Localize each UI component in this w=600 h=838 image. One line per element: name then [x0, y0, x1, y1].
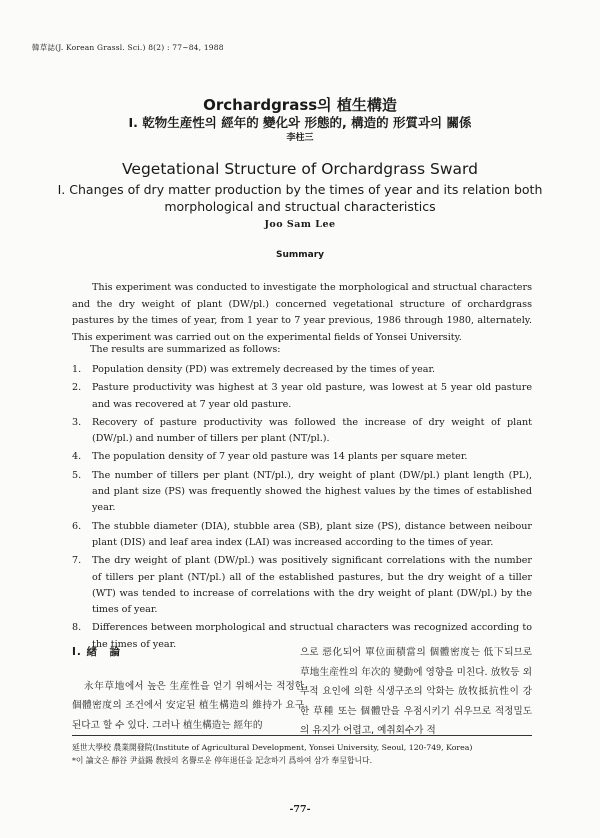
english-subtitle [0, 181, 600, 215]
intro-right-column [300, 643, 532, 741]
result-item: 5. The number of tillers per plant (NT/pl.), dry weight of plant (DW/pl.) plant length (PL), and plant size (PS) was frequently showed the highest values by the times of established year. [72, 469, 532, 514]
intro-right-text: 으로 惡化되어 單位面積當의 個體密度는 低下되므로 草地生産性의 年次的 變動에 영향을 미친다. 放牧등 외부적 요인에 의한 식생구조의 악화는 放牧抵抗性이 강한 草種 또는 個體만을 우점시키기 쉬우므로 적정밀도의 유지가 어렵고, 예취회수가 적 [300, 647, 532, 736]
summary-paragraph: This experiment was conducted to investigate the morphological and structual characters and the dry weight of plant (DW/pl.) concerned vegetational structure of orchardgrass pastures by the times of year, from 1 year to 7 year previous, 1986 through 1980, alternately. This experiment was carried out on the experimental fields of Yonsei University. [72, 282, 532, 343]
english-subtitle-line2: morphological and structual characteristics [164, 199, 436, 214]
intro-left-text: 永年草地에서 높은 生産性을 얻기 위해서는 적정한 個體密度의 조건에서 安定된 植生構造의 維持가 요구된다고 할 수 있다. 그러나 植生構造는 經年的 [72, 680, 304, 731]
footnote-rule [72, 735, 532, 736]
korean-subtitle: Ⅰ. 乾物生産性의 經年的 變化와 形態的, 構造的 形質과의 關係 [128, 115, 472, 130]
affiliation-footnote: 延世大學校 農業開發院(Institute of Agricultural Development, Yonsei University, Seoul, 120-749, Korea) [72, 743, 473, 752]
result-item: 7. The dry weight of plant (DW/pl.) was positively significant correlations with the number of tillers per plant (NT/pl.) all of the established pastures, but the dry weight of a tiller (WT) was tended to increase of correlations with the dry weight of plant (DW/pl.) by the times of year. [72, 555, 532, 616]
results-intro: The results are summarized as follows: [90, 344, 281, 355]
journal-citation: 韓草誌(J. Korean Grassl. Sci.) 8(2) : 77~84, 1988 [32, 43, 224, 52]
intro-heading: Ⅰ. 緖 論 [72, 646, 122, 658]
dedication-footnote: *이 論文은 靜谷 尹益錫 敎授의 名譽로운 停年退任을 記念하기 爲하여 삼가 奉呈합니다. [72, 756, 373, 765]
intro-left-column [72, 643, 304, 735]
summary-heading: Summary [275, 250, 325, 260]
results-list [72, 362, 532, 655]
result-item: 2. Pasture productivity was highest at 3 year old pasture, was lowest at 5 year old pasture and was recovered at 7 year old pasture. [72, 382, 532, 410]
page-number: -77- [289, 804, 311, 815]
result-item: 1. Population density (PD) was extremely decreased by the times of year. [72, 364, 436, 375]
result-item: 6. The stubble diameter (DIA), stubble area (SB), plant size (PS), distance between neibour plant (DIS) and leaf area index (LAI) was increased according to the times of year. [72, 520, 532, 548]
english-subtitle-line1: Ⅰ. Changes of dry matter production by the times of year and its relation both [57, 182, 543, 197]
result-item: 8. Differences between morphological and structual characters was recognized according to the times of year. [72, 622, 532, 650]
result-item: 4. The population density of 7 year old pasture was 14 plants per square meter. [72, 451, 468, 463]
english-author: Joo Sam Lee [264, 219, 336, 230]
korean-author: 李柱三 [286, 133, 314, 143]
english-title: Vegetational Structure of Orchardgrass Sward [122, 160, 478, 178]
summary-abstract [72, 280, 532, 346]
korean-title: Orchardgrass의 植生構造 [203, 96, 397, 114]
result-item: 3. Recovery of pasture productivity was followed the increase of dry weight of plant (DW/pl.) and number of tillers per plant (NT/pl.). [72, 416, 532, 445]
